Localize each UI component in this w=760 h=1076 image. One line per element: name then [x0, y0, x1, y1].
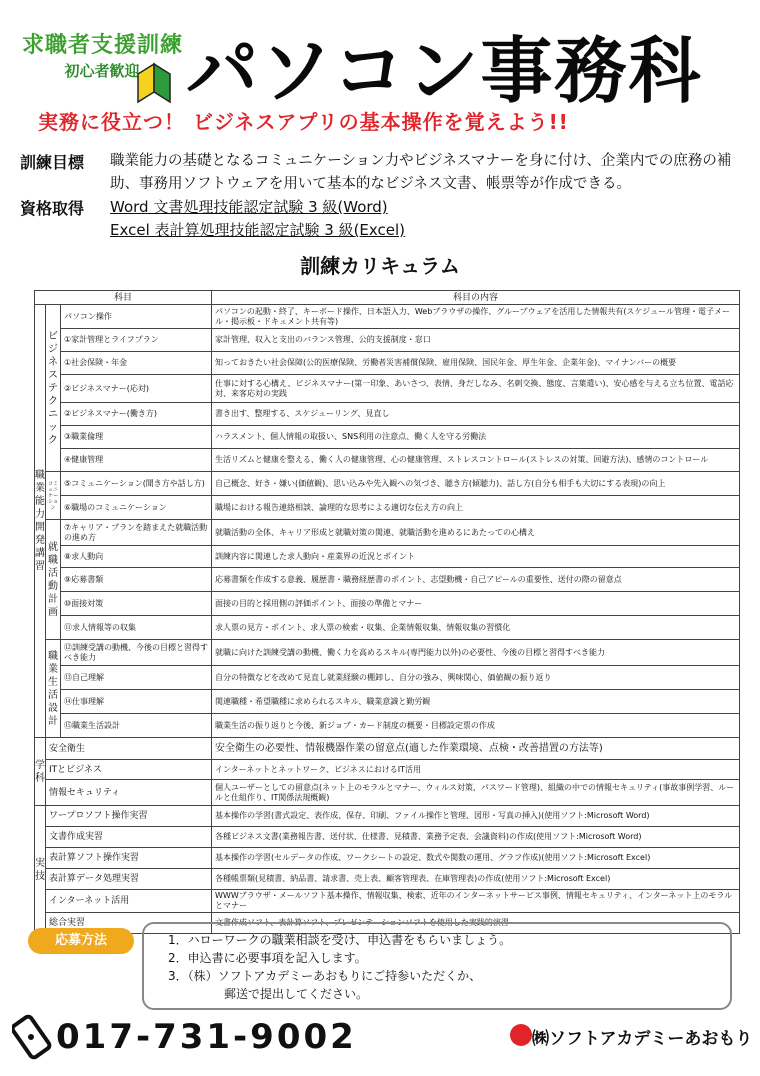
content-cell: インターネットとネットワーク、ビジネスにおけるIT活用 — [212, 760, 740, 780]
content-cell: 職業生活の振り返りと今後、新ジョブ・カード制度の概要・目標設定票の作成 — [212, 714, 740, 738]
subject-cell: ⑫訓練受講の動機、今後の目標と習得すべき能力 — [61, 640, 212, 666]
table-row — [35, 714, 740, 738]
program-tag: 求職者支援訓練 — [22, 33, 184, 58]
content-cell: ハラスメント、個人情報の取扱い、SNS利用の注意点、働く人を守る労働法 — [212, 426, 740, 449]
beginner-welcome-label: 初心者歓迎 — [64, 62, 140, 80]
content-cell: 個人ユーザーとしての留意点(ネット上のモラルとマナー、ウィルス対策、パスワード管理)、組織の中での情報セキュリティ(事故事例学習、ルールと仕組作り、IT関係法規概観) — [212, 780, 740, 806]
subject-cell: ⑤コミュニケーション(聞き方や話し方) — [61, 472, 212, 496]
table-row — [35, 472, 740, 496]
table-row — [35, 738, 740, 760]
content-cell: 職場における報告連絡相談、論理的な思考による適切な伝え方の向上 — [212, 496, 740, 520]
table-row — [35, 640, 740, 666]
apply-step-3-cont: 郵送で提出してください。 — [224, 987, 369, 1001]
apply-step-3: 3．（株）ソフトアカデミーあおもりにご持参いただくか、 — [168, 969, 482, 983]
table-row — [35, 848, 740, 869]
content-cell: WWWブラウザ・メールソフト基本操作、情報収集、検索、近年のインターネットサービス事例、情報セキュリティ、インターネット上のモラルとマナー — [212, 890, 740, 913]
curriculum-table — [34, 290, 740, 934]
content-cell: 書き出す、整理する、スケジューリング、見直し — [212, 403, 740, 426]
subject-cell: インターネット活用 — [46, 890, 212, 913]
company-logo-icon — [510, 1024, 532, 1046]
subject-cell: パソコン操作 — [61, 305, 212, 329]
certification-word: Word 文書処理技能認定試験 3 級(Word) — [110, 198, 388, 216]
content-cell: 基本操作の学習(セルデータの作成、ワークシートの設定、数式や関数の運用、グラフ作成)(使用ソフト:Microsoft Excel) — [212, 848, 740, 869]
table-header-row — [35, 291, 740, 305]
content-cell: 家計管理、収入と支出のバランス管理、公的支援制度・窓口 — [212, 329, 740, 352]
phone-number[interactable]: 017-731-9002 — [56, 1017, 357, 1057]
content-cell: 自己概念、好き・嫌い(価値観)、思い込みや先入観への気づき、聴き方(傾聴力)、話し方(自分も相手も大切にする表現)の向上 — [212, 472, 740, 496]
content-cell: 就職活動の全体、キャリア形成と就職対策の関連、就職活動を進めるにあたっての心構え — [212, 520, 740, 546]
table-row — [35, 329, 740, 352]
subcategory-communication: コミュニケーション — [46, 472, 61, 520]
subject-cell: 文書作成実習 — [46, 827, 212, 848]
category-practical: 実技 — [35, 806, 46, 934]
subject-cell: ⑬自己理解 — [61, 666, 212, 690]
table-row — [35, 690, 740, 714]
goal-label: 訓練目標 — [20, 153, 85, 172]
table-row — [35, 449, 740, 472]
content-cell: 応募書類を作成する意義、履歴書・職務経歴書のポイント、志望動機・自己アピールの重要性、送付の際の留意点 — [212, 568, 740, 592]
content-cell: パソコンの起動・終了、キーボード操作、日本語入力、Webブラウザの操作、グループウェアを活用した情報共有(スケジュール管理・電子メール・掲示板・ドキュメント共有等) — [212, 305, 740, 329]
content-cell: 自分の特徴などを改めて見直し就業経験の棚卸し、自分の強み、興味関心、価値観の振り返り — [212, 666, 740, 690]
table-row — [35, 352, 740, 375]
subject-cell: 表計算ソフト操作実習 — [46, 848, 212, 869]
apply-method-button[interactable]: 応募方法 — [28, 928, 134, 954]
subject-cell: ITとビジネス — [46, 760, 212, 780]
table-row — [35, 616, 740, 640]
table-row — [35, 592, 740, 616]
content-cell: 関連職種・希望職種に求められるスキル、職業意識と勤労観 — [212, 690, 740, 714]
table-row — [35, 827, 740, 848]
subcategory-job-hunting: 就職活動計画 — [46, 520, 61, 640]
table-row — [35, 780, 740, 806]
content-cell: 安全衛生の必要性、情報機器作業の留意点(適した作業環境、点検・改善措置の方法等) — [212, 738, 740, 760]
content-cell: 求人票の見方・ポイント、求人票の検索・収集、企業情報収集、情報収集の習慣化 — [212, 616, 740, 640]
content-cell: 訓練内容に関連した求人動向・産業界の近況とポイント — [212, 546, 740, 568]
company-name: ㈱ソフトアカデミーあおもり — [532, 1029, 753, 1049]
subject-cell: ⑪求人情報等の収集 — [61, 616, 212, 640]
subject-cell: ⑨応募書類 — [61, 568, 212, 592]
certification-label: 資格取得 — [20, 199, 85, 218]
subject-cell: ⑧求人動向 — [61, 546, 212, 568]
content-cell: 生活リズムと健康を整える、働く人の健康管理、心の健康管理、ストレスコントロール(ストレスの対策、回避方法)、感情のコントロール — [212, 449, 740, 472]
subject-cell: ④健康管理 — [61, 449, 212, 472]
table-row — [35, 890, 740, 913]
content-cell: 基本操作の学習(書式設定、表作成、保存、印刷、ファイル操作と管理、図形・写真の挿入)(使用ソフト:Microsoft Word) — [212, 806, 740, 827]
table-row — [35, 806, 740, 827]
table-row — [35, 666, 740, 690]
content-cell: 各種ビジネス文書(業務報告書、送付状、仕様書、見積書、業務予定表、会議資料)の作成(使用ソフト:Microsoft Word) — [212, 827, 740, 848]
table-row — [35, 869, 740, 890]
table-row — [35, 520, 740, 546]
beginner-mark-icon — [132, 58, 176, 106]
phone-icon — [12, 1014, 52, 1060]
table-row — [35, 305, 740, 329]
curriculum-title: 訓練カリキュラム — [300, 254, 460, 278]
content-cell: 就職に向けた訓練受講の動機、働く力を高めるスキル(専門能力以外)の必要性、今後の目標と習得すべき能力 — [212, 640, 740, 666]
goal-text: 職業能力の基礎となるコミュニケーション力やビジネスマナーを身に付け、企業内での庶務の補助、事務用ソフトウェアを用いて基本的なビジネス文書、帳票等が作成できる。 — [110, 153, 732, 192]
table-row — [35, 568, 740, 592]
subject-cell: 安全衛生 — [46, 738, 212, 760]
header-subject: 科目 — [35, 291, 212, 305]
table-row — [35, 496, 740, 520]
certification-excel: Excel 表計算処理技能認定試験 3 級(Excel) — [110, 221, 406, 239]
subject-cell: ⑮職業生活設計 — [61, 714, 212, 738]
subcategory-business: ビジネステクニック — [46, 305, 61, 472]
subcategory-career-life: 職業生活設計 — [46, 640, 61, 738]
category-academic: 学科 — [35, 738, 46, 806]
category-career: 職業能力開発講習 — [35, 305, 46, 738]
header-content: 科目の内容 — [212, 291, 740, 305]
subject-cell: ①社会保険・年金 — [61, 352, 212, 375]
subject-cell: 情報セキュリティ — [46, 780, 212, 806]
subject-cell: ②ビジネスマナー(働き方) — [61, 403, 212, 426]
subject-cell: ⑦キャリア・プランを踏まえた就職活動の進め方 — [61, 520, 212, 546]
subject-cell: ワープロソフト操作実習 — [46, 806, 212, 827]
apply-steps-box — [142, 922, 732, 1010]
page-title: パソコン事務科 — [186, 29, 703, 113]
subject-cell: ⑭仕事理解 — [61, 690, 212, 714]
subject-cell: ②ビジネスマナー(応対) — [61, 375, 212, 403]
table-row — [35, 426, 740, 449]
subject-cell: ⑩面接対策 — [61, 592, 212, 616]
content-cell: 文書作成ソフト、表計算ソフト、プレゼンテーションソフトを使用した実践的演習 — [212, 913, 740, 934]
subject-cell: ⑥職場のコミュニケーション — [61, 496, 212, 520]
content-cell: 各種帳票類(見積書、納品書、請求書、売上表、顧客管理表、在庫管理表)の作成(使用ソフト:Microsoft Excel) — [212, 869, 740, 890]
content-cell: 仕事に対する心構え、ビジネスマナー(第一印象、あいさつ、表情、身だしなみ、名刺交換、態度、言葉遣い)、安心感を与える立ち位置、電話応対、来客応対の実践 — [212, 375, 740, 403]
content-cell: 面接の目的と採用側の評価ポイント、面接の準備とマナー — [212, 592, 740, 616]
apply-step-1: 1．ハローワークの職業相談を受け、申込書をもらいましょう。 — [168, 933, 512, 947]
subject-cell: ①家計管理とライフプラン — [61, 329, 212, 352]
table-row — [35, 375, 740, 403]
apply-step-2: 2．申込書に必要事項を記入します。 — [168, 951, 367, 965]
table-row — [35, 403, 740, 426]
subject-cell: 総合実習 — [46, 913, 212, 934]
table-row — [35, 760, 740, 780]
table-row — [35, 546, 740, 568]
subtitle: 実務に役立つ！ ビジネスアプリの基本操作を覚えよう!! — [38, 110, 569, 134]
subject-cell: ③職業倫理 — [61, 426, 212, 449]
subject-cell: 表計算データ処理実習 — [46, 869, 212, 890]
content-cell: 知っておきたい社会保障(公的医療保険、労働者災害補償保険、雇用保険、国民年金、厚生年金、企業年金)、マイナンバーの概要 — [212, 352, 740, 375]
